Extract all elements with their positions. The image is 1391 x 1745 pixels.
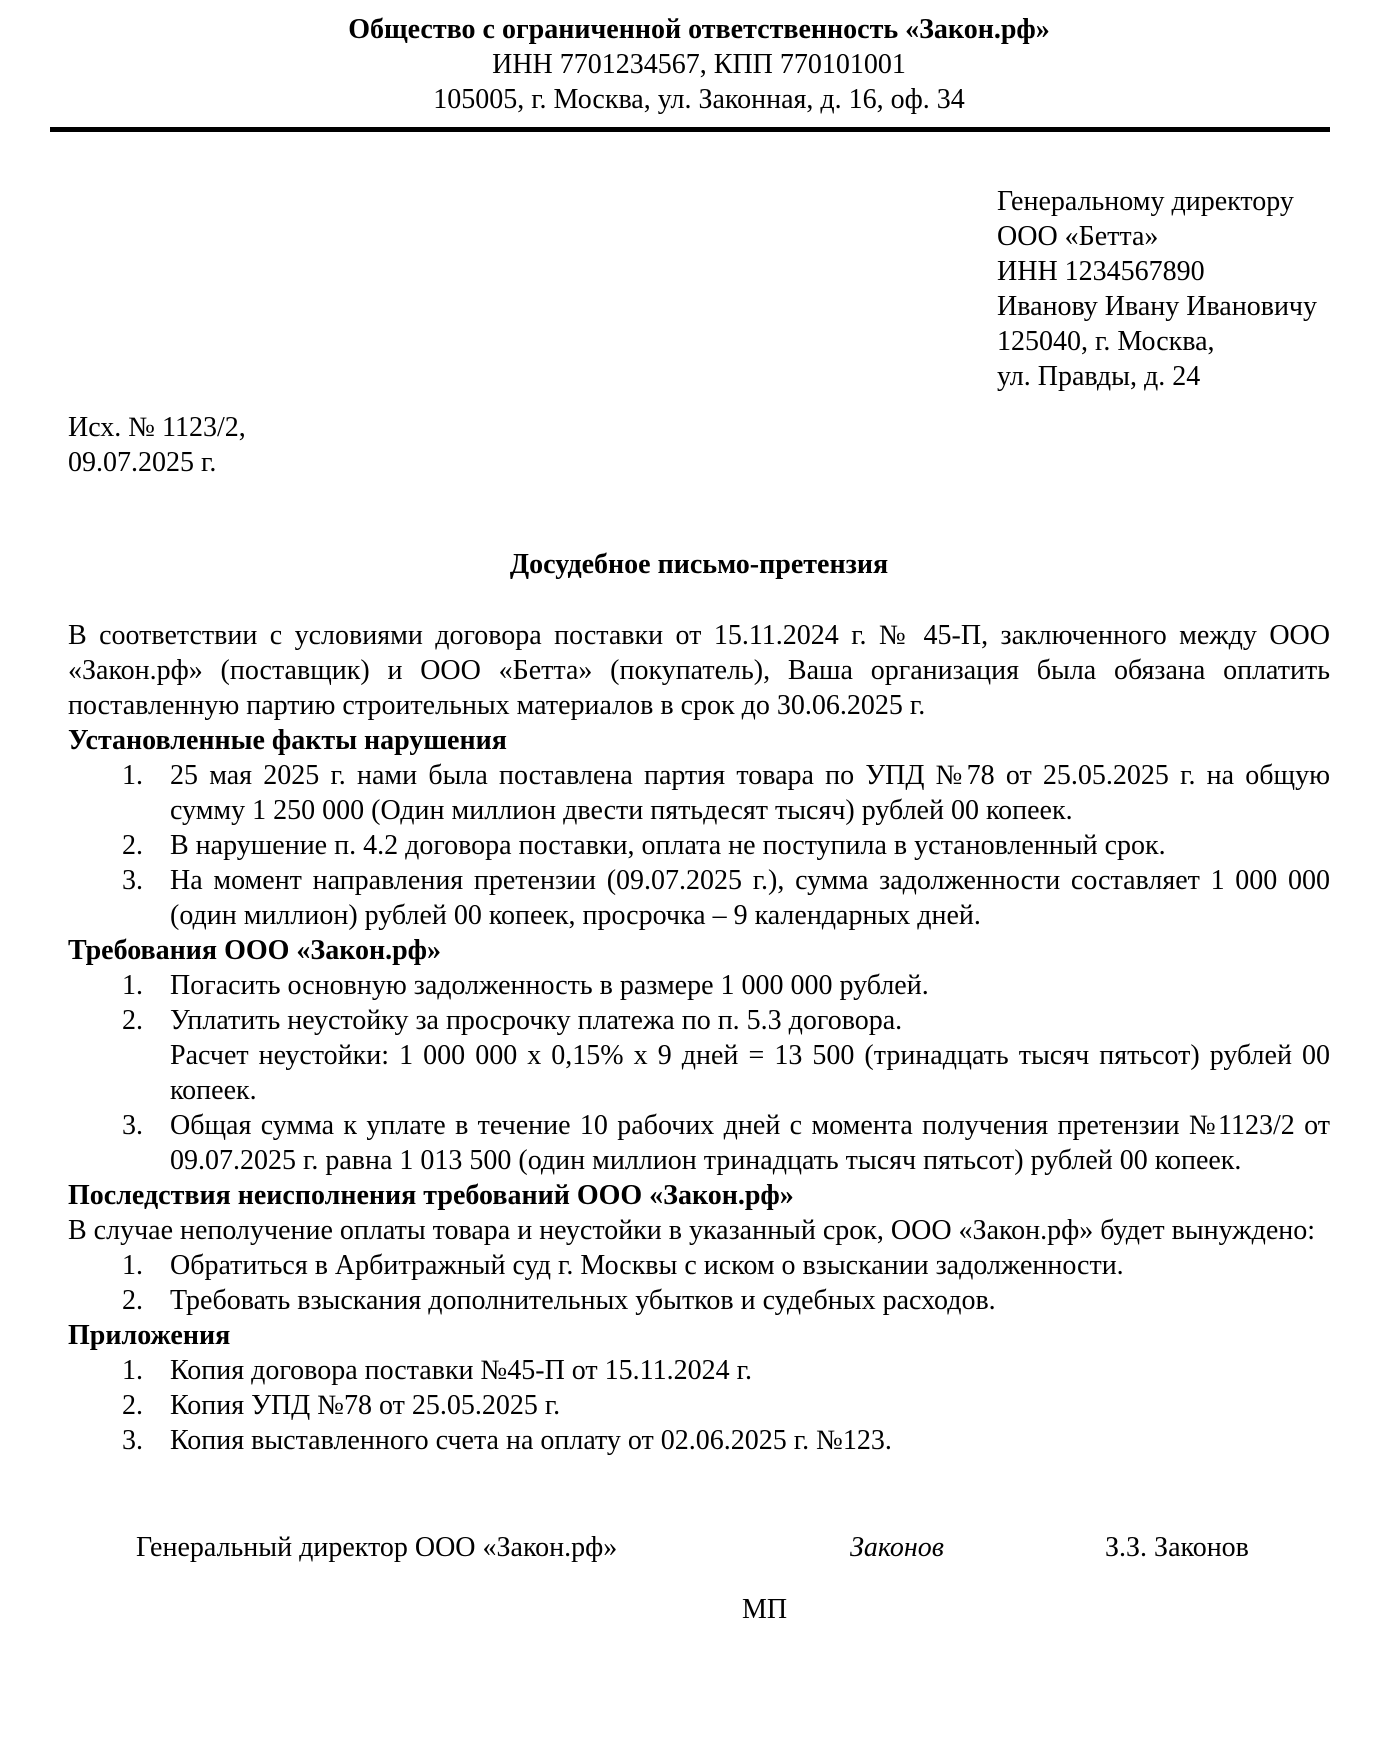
list-item bbox=[68, 758, 1330, 828]
list-item-text: 25 мая 2025 г. нами была поставлена партия товара по УПД №78 от 25.05.2025 г. на общую сумму 1 250 000 (Один миллион двести пятьдесят тысяч) рублей 00 копеек. bbox=[170, 760, 1330, 826]
consequences-list bbox=[68, 1248, 1330, 1318]
list-item-number: 2. bbox=[122, 1390, 143, 1421]
stamp-placeholder: МП bbox=[742, 1594, 788, 1625]
list-item-text: Копия УПД №78 от 25.05.2025 г. bbox=[170, 1390, 561, 1421]
signature-row bbox=[68, 1530, 1330, 1565]
list-item-number: 2. bbox=[122, 1285, 143, 1316]
attachments-list bbox=[68, 1353, 1330, 1458]
outgoing-number: Исх. № 1123/2, bbox=[68, 412, 246, 443]
recipient-line: Иванову Ивану Ивановичу bbox=[997, 291, 1318, 322]
list-item bbox=[68, 1283, 1330, 1318]
list-item bbox=[68, 1108, 1330, 1178]
recipient-line: ИНН 1234567890 bbox=[997, 256, 1205, 287]
list-item-text: Копия договора поставки №45-П от 15.11.2024 г. bbox=[170, 1355, 752, 1386]
list-item bbox=[68, 828, 1330, 863]
recipient-line: 125040, г. Москва, bbox=[997, 326, 1215, 357]
demands-heading: Требования ООО «Закон.рф» bbox=[68, 935, 442, 966]
list-item-number: 3. bbox=[122, 865, 143, 896]
consequences-heading: Последствия неисполнения требований ООО «Закон.рф» bbox=[68, 1180, 794, 1211]
list-item-text: Копия выставленного счета на оплату от 02.06.2025 г. №123. bbox=[170, 1425, 892, 1456]
sender-company-name: Общество с ограниченной ответственность «Закон.рф» bbox=[348, 14, 1050, 45]
list-item bbox=[68, 863, 1330, 933]
demands-list bbox=[68, 968, 1330, 1178]
list-item bbox=[68, 1353, 1330, 1388]
list-item-text: На момент направления претензии (09.07.2025 г.), сумма задолженности составляет 1 000 000 (один миллион) рублей 00 копеек, просрочка – 9 календарных дней. bbox=[170, 865, 1330, 931]
attachments-heading: Приложения bbox=[68, 1320, 231, 1351]
facts-list bbox=[68, 758, 1330, 933]
list-item-text: Уплатить неустойку за просрочку платежа по п. 5.3 договора. bbox=[170, 1005, 903, 1036]
list-item-text: Общая сумма к уплате в течение 10 рабочих дней с момента получения претензии №1123/2 от 09.07.2025 г. равна 1 013 500 (один миллион тринадцать тысяч пятьсот) рублей 00 копеек. bbox=[170, 1110, 1330, 1176]
list-item bbox=[68, 968, 1330, 1003]
list-item-text: Погасить основную задолженность в размере 1 000 000 рублей. bbox=[170, 970, 929, 1001]
signer-name: З.З. Законов bbox=[1105, 1532, 1249, 1563]
recipient-line: ООО «Бетта» bbox=[997, 221, 1159, 252]
list-item-number: 1. bbox=[122, 760, 143, 791]
recipient-line: ул. Правды, д. 24 bbox=[997, 361, 1201, 392]
sender-letterhead bbox=[68, 12, 1330, 117]
list-item-number: 3. bbox=[122, 1425, 143, 1456]
recipient-line: Генеральному директору bbox=[997, 186, 1294, 217]
list-item bbox=[68, 1248, 1330, 1283]
penalty-calculation-note: Расчет неустойки: 1 000 000 х 0,15% х 9 дней = 13 500 (тринадцать тысяч пятьсот) рублей 00 копеек. bbox=[170, 1040, 1330, 1106]
list-item-text: Требовать взыскания дополнительных убытков и судебных расходов. bbox=[170, 1285, 996, 1316]
list-item-number: 2. bbox=[122, 1005, 143, 1036]
outgoing-date: 09.07.2025 г. bbox=[68, 447, 217, 478]
list-item-number: 1. bbox=[122, 1250, 143, 1281]
list-item-text: Обратиться в Арбитражный суд г. Москвы с иском о взыскании задолженности. bbox=[170, 1250, 1124, 1281]
handwritten-signature: Законов bbox=[850, 1532, 944, 1563]
list-item-number: 2. bbox=[122, 830, 143, 861]
list-item bbox=[68, 1388, 1330, 1423]
list-item bbox=[68, 1423, 1330, 1458]
document-title: Досудебное письмо-претензия bbox=[509, 549, 889, 580]
facts-heading: Установленные факты нарушения bbox=[68, 725, 507, 756]
list-item bbox=[68, 1003, 1330, 1108]
list-item-number: 1. bbox=[122, 970, 143, 1001]
sender-address: 105005, г. Москва, ул. Законная, д. 16, оф. 34 bbox=[433, 84, 965, 115]
signer-position: Генеральный директор ООО «Закон.рф» bbox=[136, 1532, 618, 1563]
list-item-number: 3. bbox=[122, 1110, 143, 1141]
recipient-block bbox=[997, 184, 1330, 394]
list-item-text: В нарушение п. 4.2 договора поставки, оплата не поступила в установленный срок. bbox=[170, 830, 1166, 861]
letterhead-divider bbox=[50, 127, 1330, 132]
list-item-number: 1. bbox=[122, 1355, 143, 1386]
sender-inn-kpp: ИНН 7701234567, КПП 770101001 bbox=[492, 49, 906, 80]
consequences-intro: В случае неполучение оплаты товара и неустойки в указанный срок, ООО «Закон.рф» будет вынуждено: bbox=[68, 1215, 1316, 1246]
outgoing-reference-block bbox=[68, 410, 1330, 480]
intro-paragraph: В соответствии с условиями договора поставки от 15.11.2024 г. № 45-П, заключенного между ООО «Закон.рф» (поставщик) и ООО «Бетта» (покупатель), Ваша организация была обязана оплатить поставленную партию строительных материалов в срок до 30.06.2025 г. bbox=[68, 620, 1330, 721]
